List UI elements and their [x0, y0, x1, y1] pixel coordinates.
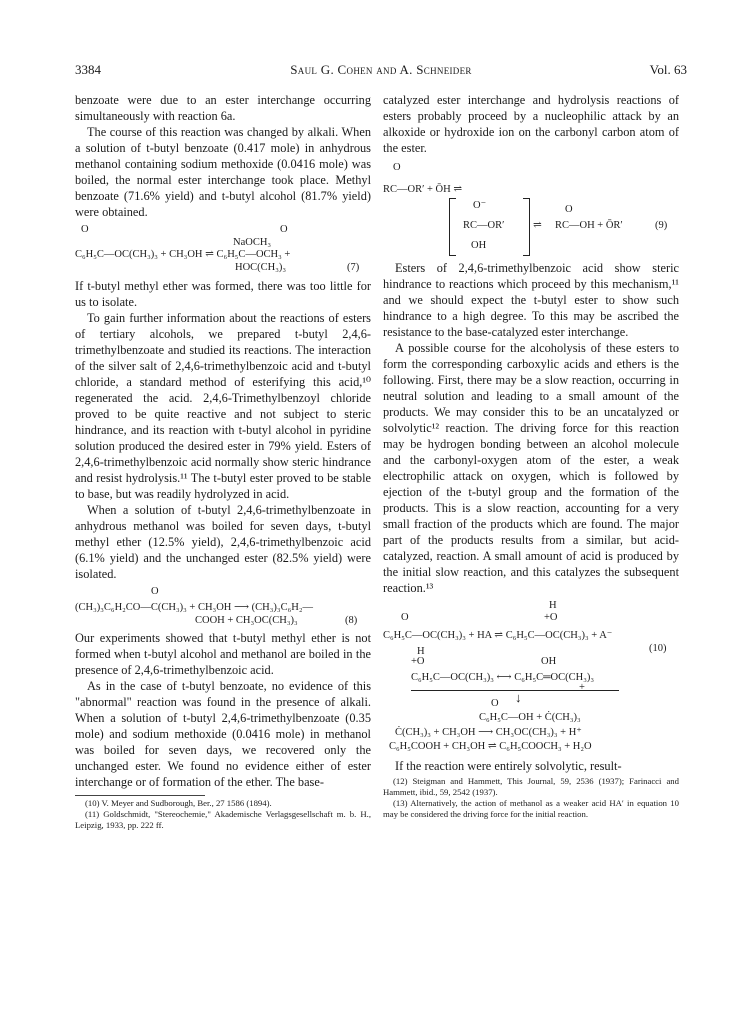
- eq9-carbonyl-o: O: [565, 204, 573, 215]
- footnote-12: (12) Steigman and Hammett, This Journal, 59, 2536 (1937); Farinacci and Hammett, ibid., 59, 2542 (1937).: [383, 776, 679, 797]
- eq8-carbonyl-o: O: [151, 586, 159, 597]
- eq10-line: C₆H₅C—OH + Ċ(CH₃)₃: [479, 712, 581, 723]
- eq10-line: C₆H₅COOH + CH₃OH ⇌ C₆H₅COOCH₃ + H₂O: [389, 741, 592, 752]
- eq7-carbonyl-o: O: [81, 224, 89, 235]
- eq9-intermediate: RC—OR′: [463, 220, 505, 231]
- paragraph: To gain further information about the reactions of esters of tertiary alcohols, we prepared t-butyl 2,4,6-trimethylbenzoate and studied its reactions. The interaction of the silver salt of 2,4,6-trimethylbenzoic acid and t-butyl chloride, a standard method of esterifying this acid,¹⁰ regenerated the acid. 2,4,6-Trimethylbenzoyl chloride proved to be quite reactive and not subject to steric hindrance, and its reaction with t-butyl alcohol in pyridine solution produced the desired ester in 79% yield. Esters of 2,4,6-trimethylbenzoic acid normally show steric hindrance and resist hydrolysis.¹¹ The t-butyl ester proved to be stable to base, but was readily hydrolyzed in acid.: [75, 311, 371, 501]
- eq8-line: COOH + CH₃OC(CH₃)₃: [195, 615, 298, 626]
- eq8-line: (CH₃)₃C₆H₂CO—C(CH₃)₃ + CH₃OH ⟶ (CH₃)₃C₆H₂—: [75, 602, 313, 613]
- equation-number: (8): [345, 615, 358, 626]
- right-column: [383, 92, 679, 820]
- eq10-carbonyl-o: O: [491, 698, 499, 709]
- equation-9: [383, 162, 679, 260]
- equation-8: [75, 586, 371, 630]
- eq10-proton: H: [417, 646, 425, 657]
- eq10-line: C₆H₅C—OC(CH₃)₃ + HA ⇌ C₆H₅C—OC(CH₃)₃ + A⁻: [383, 630, 613, 641]
- eq9-line: RC—OR′ + ŌH ⇌: [383, 184, 463, 195]
- eq10-oxonium: +O: [544, 612, 558, 623]
- equation-7: [75, 224, 371, 278]
- paragraph: catalyzed ester interchange and hydrolysis reactions of esters probably proceed by a nucleophilic attack by an alkoxide or hydroxide ion on the carbonyl carbon atom of the ester.: [383, 93, 679, 155]
- running-title-authors: Saul G. Cohen and A. Schneider: [290, 62, 472, 77]
- eq9-equilibrium-arrow: ⇌: [533, 220, 542, 231]
- left-column: [75, 92, 371, 831]
- paragraph: Our experiments showed that t-butyl methyl ether is not formed when t-butyl alcohol and methanol are boiled in the presence of 2,4,6-trimethylbenzoic acid.: [75, 631, 371, 677]
- equation-number: (10): [649, 643, 667, 654]
- paragraph: If t-butyl methyl ether was formed, there was too little for us to isolate.: [75, 279, 371, 309]
- paragraph: As in the case of t-butyl benzoate, no evidence of this "abnormal" reaction was found in the presence of alkali. When a solution of t-butyl 2,4,6-trimethylbenzoate (0.35 mole) and sodium methoxide (0.0416 mole) in methanol was boiled for seven days, we recovered only the unchanged ester. We found no evidence either of ester interchange or of formation of the ether. The base-: [75, 679, 371, 789]
- eq7-line: C₆H₅C—OC(CH₃)₃ + CH₃OH ⇌ C₆H₅C—OCH₃ +: [75, 249, 291, 260]
- eq7-line: HOC(CH₃)₃: [235, 262, 287, 273]
- eq9-bracket-left: [449, 198, 456, 256]
- eq10-proton: H: [549, 600, 557, 611]
- eq10-hydroxyl: OH: [541, 656, 557, 667]
- eq10-line: Ċ(CH₃)₃ + CH₃OH ⟶ CH₃OC(CH₃)₃ + H⁺: [395, 727, 582, 738]
- eq9-bracket-right: [523, 198, 530, 256]
- equation-number: (7): [347, 262, 360, 273]
- eq10-line: C₆H₅C—OC(CH₃)₃ ⟷ C₆H₅C═OC(CH₃)₃: [411, 672, 595, 683]
- paragraph: If the reaction were entirely solvolytic, result-: [395, 759, 622, 773]
- eq10-carbonyl-o: O: [401, 612, 409, 623]
- volume-label: Vol. 63: [649, 62, 687, 77]
- eq9-oxide: O⁻: [473, 200, 487, 211]
- eq9-products: RC—OH + ŌR′: [555, 220, 623, 231]
- down-arrow-icon: ↓: [515, 690, 522, 705]
- eq7-catalyst: NaOCH₃: [233, 237, 272, 248]
- paragraph: benzoate were due to an ester interchange occurring simultaneously with reaction 6a.: [75, 93, 371, 123]
- equation-number: (9): [655, 220, 668, 231]
- footnote-11: (11) Goldschmidt, "Stereochemie," Akademische Verlagsgesellschaft m. b. H., Leipzig, 1933, pp. 222 ff.: [75, 809, 371, 830]
- paragraph: The course of this reaction was changed by alkali. When a solution of t-butyl benzoate (0.417 mole) in anhydrous methanol containing sodium methoxide (0.0416 mole) was boiled, the normal ester interchange took place. Methyl benzoate (71.6% yield) and t-butyl alcohol (81.7% yield) were obtained.: [75, 125, 371, 219]
- running-header: [75, 62, 687, 82]
- eq9-hydroxyl: OH: [471, 240, 487, 251]
- page-number: 3384: [75, 62, 101, 77]
- paragraph: Esters of 2,4,6-trimethylbenzoic acid show steric hindrance to reactions which proceed by this mechanism,¹¹ and we should expect the t-butyl ester to show such hindrance to a high degree. To this may be ascribed the resistance to the base-catalyzed ester interchange.: [383, 261, 679, 339]
- footnote-10: (10) V. Meyer and Sudborough, Ber., 27 1586 (1894).: [85, 798, 272, 808]
- footnote-13: (13) Alternatively, the action of methanol as a weaker acid HA′ in equation 10 may be considered the driving force for the initial reaction.: [383, 798, 679, 819]
- eq9-carbonyl-o: O: [393, 162, 401, 173]
- eq10-charge: +: [579, 682, 585, 693]
- equation-10: [383, 600, 679, 754]
- footnote-rule: [75, 795, 205, 796]
- paragraph: A possible course for the alcoholysis of these esters to form the corresponding carboxylic acids and ethers is the following. First, there may be a slow reaction, occurring in neutral solution and leading to a small amount of the products. We may consider this to be an uncatalyzed or solvolytic¹² reaction. The driving force for this reaction may be hydrogen bonding between an alcohol molecule and the carbonyl-oxygen atom of the ester, a weak electrophilic attack on oxygen, which is followed by ejection of the t-butyl group and the formation of the products. This is a slow reaction, accounting for a very small fraction of the products which are found. The major part of the products results from a similar, but acid-catalyzed, reaction. A small amount of acid is produced by the initial slow reaction, and this catalyzes the subsequent reaction.¹³: [383, 341, 679, 595]
- paragraph: When a solution of t-butyl 2,4,6-trimethylbenzoate in anhydrous methanol was boiled for seven days, t-butyl methyl ether (12.5% yield), 2,4,6-trimethylbenzoic acid (6.1% yield) and the unchanged ester (82.5% yield) were isolated.: [75, 503, 371, 581]
- eq10-oxonium: +O: [411, 656, 425, 667]
- eq7-carbonyl-o: O: [280, 224, 288, 235]
